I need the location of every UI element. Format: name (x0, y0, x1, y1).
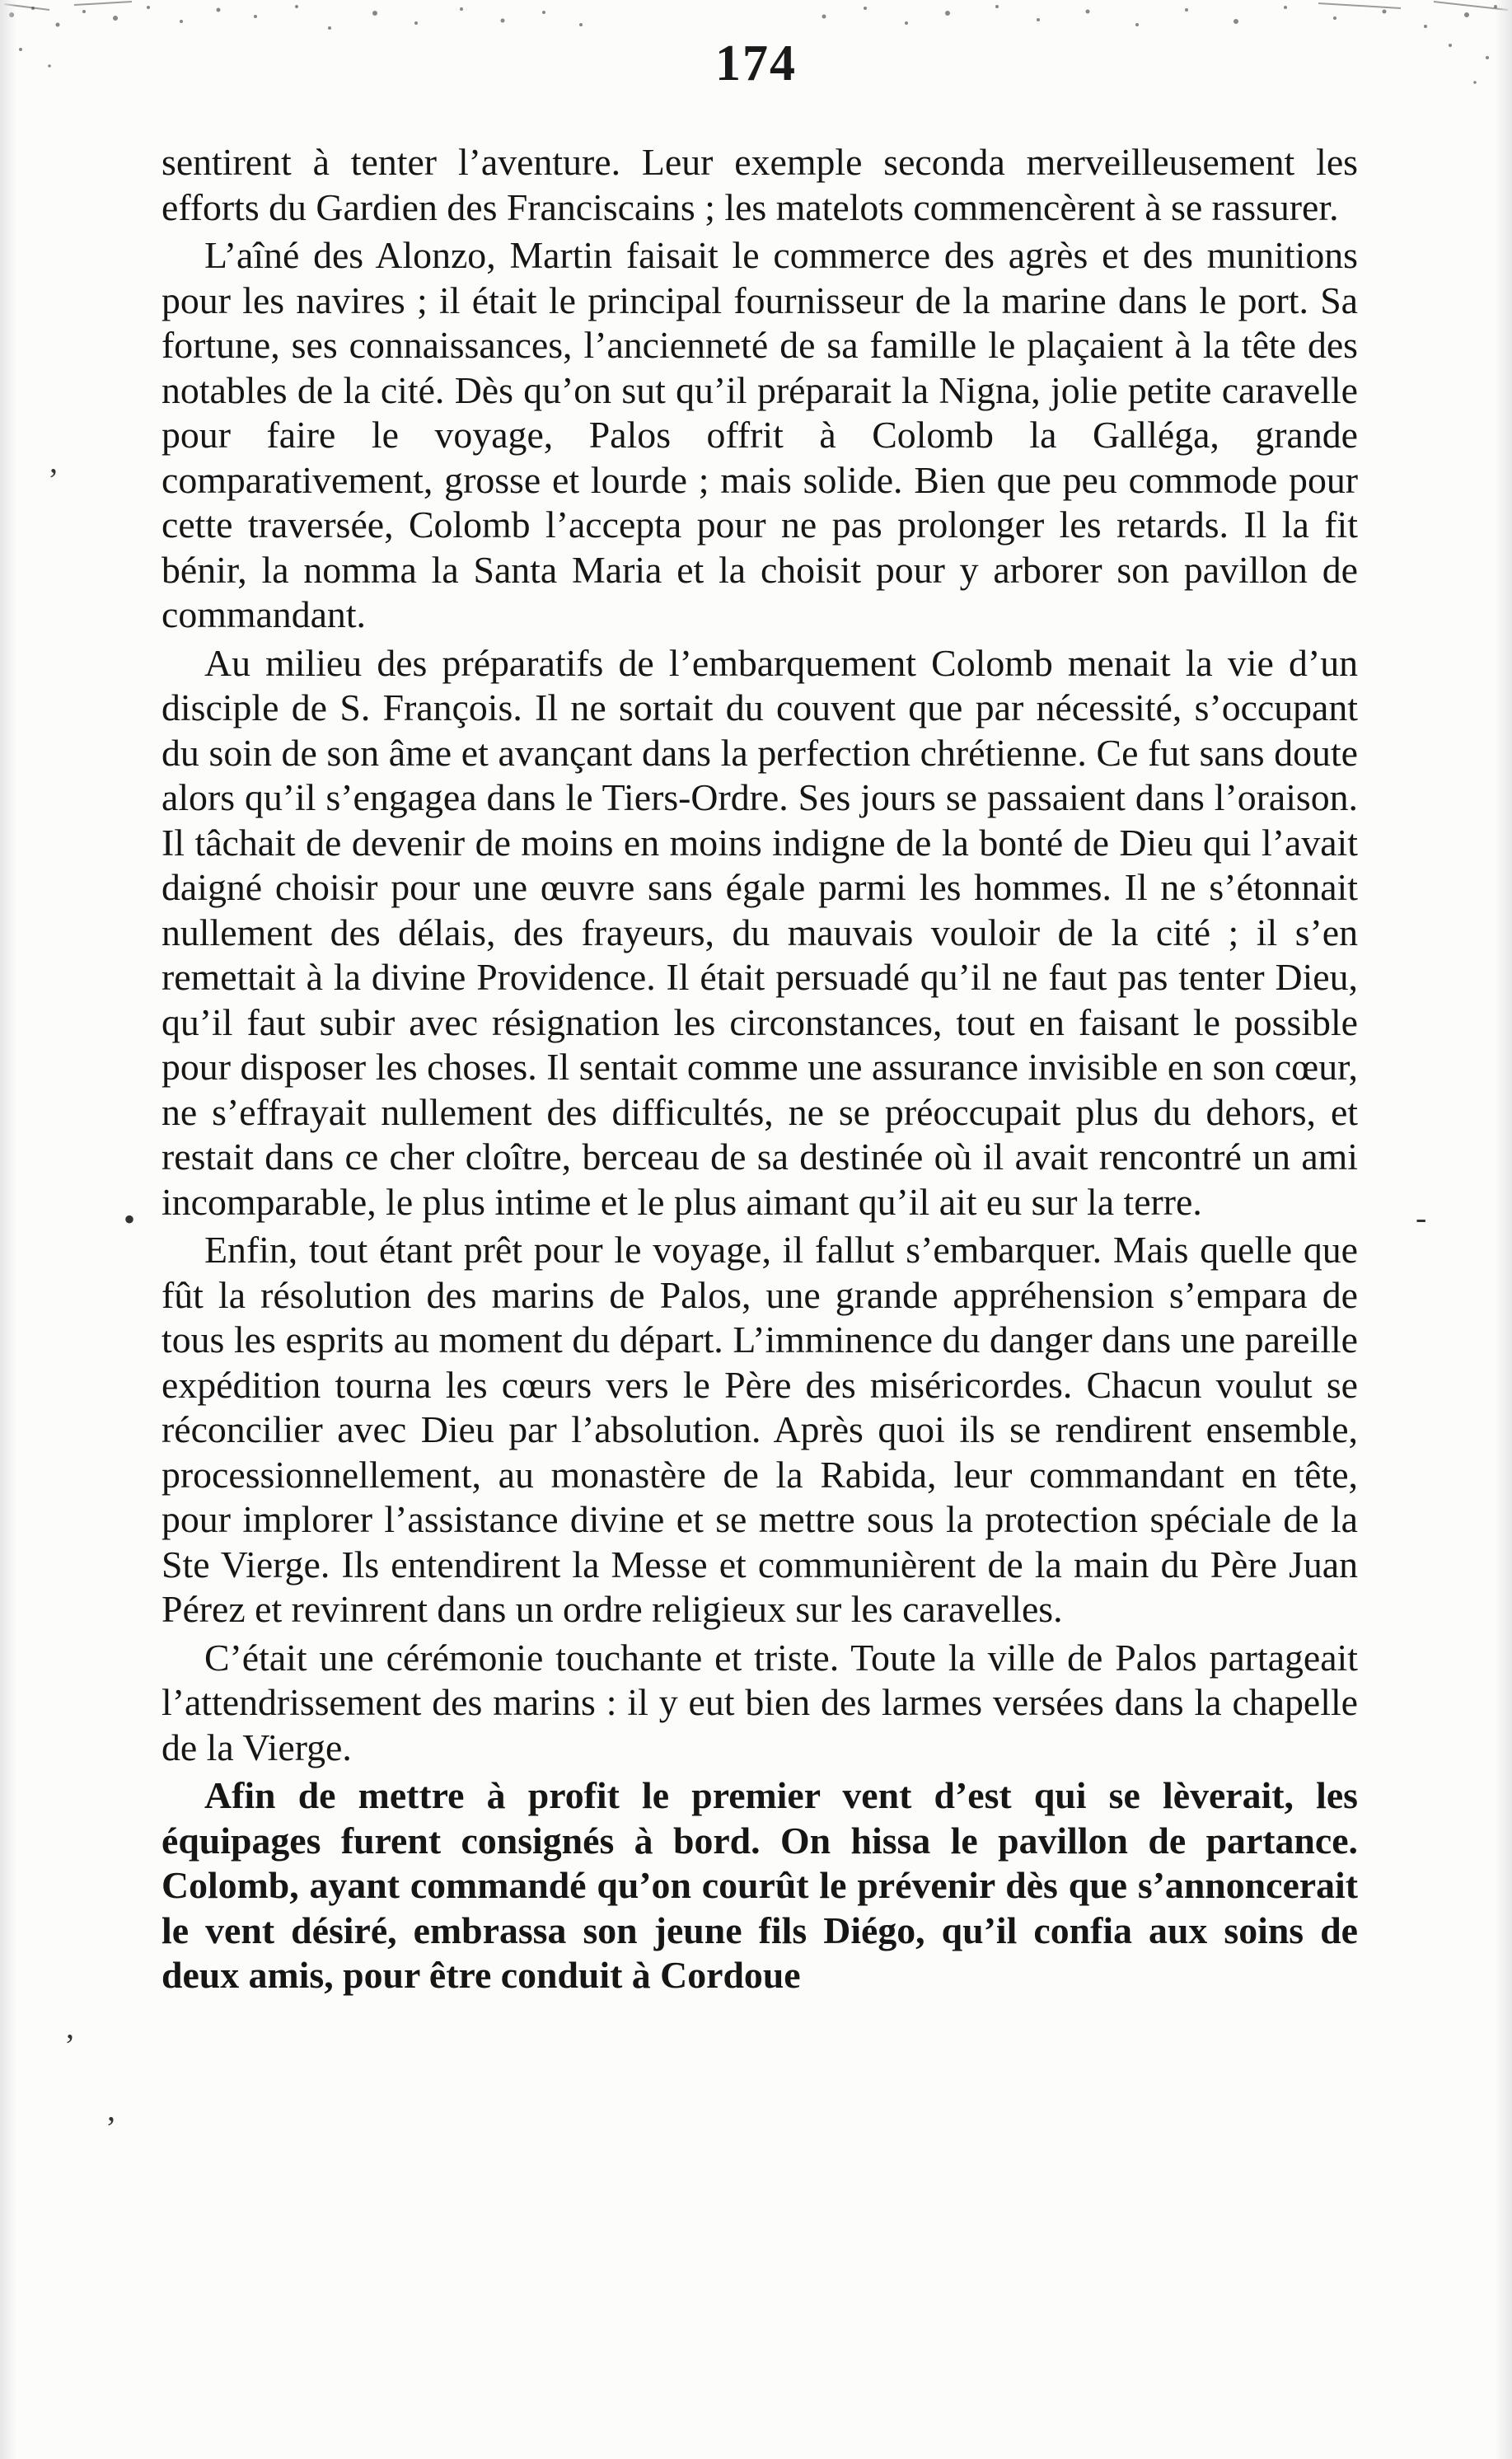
margin-speck: • (124, 1201, 136, 1238)
margin-speck: , (49, 443, 58, 480)
right-scan-edge (1496, 0, 1512, 2459)
paragraph-2: L’aîné des Alonzo, Martin faisait le commerce des agrès et des munitions pour les navires ; il était le principal fournisseur de la marine dans le port. Sa fortune, ses connaissances, l’ancienneté de sa famille le plaçaient à la tête des notables de la cité. Dès qu’on sut qu’il préparait la Nigna, jolie petite caravelle pour faire le voyage, Palos offrit à Colomb la Galléga, grande comparativement, grosse et lourde ; mais solide. Bien que peu commode pour cette traversée, Colomb l’accepta pour ne pas prolonger les retards. Il la fit bénir, la nomma la Santa Maria et la choisit pour y arborer son pavillon de commandant. (161, 234, 1358, 635)
body-text (161, 140, 1358, 2002)
paragraph-6: Afin de mettre à profit le premier vent d’est qui se lèverait, les équipages furent consignés à bord. On hissa le pavillon de partance. Colomb, ayant commandé qu’on courût le prévenir dès que s’annoncerait le vent désiré, embrassa son jeune fils Diégo, qu’il confia aux soins de deux amis, pour être conduit à Cordoue (161, 1774, 1358, 1996)
margin-speck: - (1416, 1199, 1427, 1236)
paragraph-4: Enfin, tout étant prêt pour le voyage, il fallut s’embarquer. Mais quelle que fût la résolution des marins de Palos, une grande appréhension s’empara de tous les esprits au moment du départ. L’imminence du danger dans une pareille expédition tourna les cœurs vers le Père des miséricordes. Chacun voulut se réconcilier avec Dieu par l’absolution. Après quoi ils se rendirent ensemble, processionnellement, au monastère de la Rabida, leur commandant en tête, pour implorer l’assistance divine et se mettre sous la protection spéciale de la Ste Vierge. Ils entendirent la Messe et communièrent de la main du Père Juan Pérez et revinrent dans un ordre religieux sur les caravelles. (161, 1229, 1358, 1630)
margin-speck: , (66, 2008, 74, 2045)
paragraph-1: sentirent à tenter l’aventure. Leur exemple seconda merveilleusement les efforts du Gardien des Franciscains ; les matelots commencèrent à se rassurer. (161, 141, 1358, 228)
page-number: 174 (715, 35, 797, 91)
paragraph-5: C’était une cérémonie touchante et triste. Toute la ville de Palos partageait l’attendrissement des marins : il y eut bien des larmes versées dans la chapelle de la Vierge. (161, 1636, 1358, 1768)
left-scan-edge (0, 0, 16, 2459)
margin-speck: , (107, 2091, 115, 2128)
paragraph-3: Au milieu des préparatifs de l’embarquement Colomb menait la vie d’un disciple de S. François. Il ne sortait du couvent que par nécessité, s’occupant du soin de son âme et avançant dans la perfection chrétienne. Ce fut sans doute alors qu’il s’engagea dans le Tiers-Ordre. Ses jours se passaient dans l’oraison. Il tâchait de devenir de moins en moins indigne de la bonté de Dieu qui l’avait daigné choisir pour une œuvre sans égale parmi les hommes. Il ne s’étonnait nullement des délais, des frayeurs, du mauvais vouloir de la cité ; il s’en remettait à la divine Providence. Il était persuadé qu’il ne faut pas tenter Dieu, qu’il faut subir avec résignation les circonstances, tout en faisant le possible pour disposer les choses. Il sentait comme une assurance invisible en son cœur, ne s’effrayait nullement des difficultés, ne se préoccupait plus du dehors, et restait dans ce cher cloître, berceau de sa destinée où il avait rencontré un ami incomparable, le plus intime et le plus aimant qu’il ait eu sur la terre. (161, 641, 1358, 1223)
